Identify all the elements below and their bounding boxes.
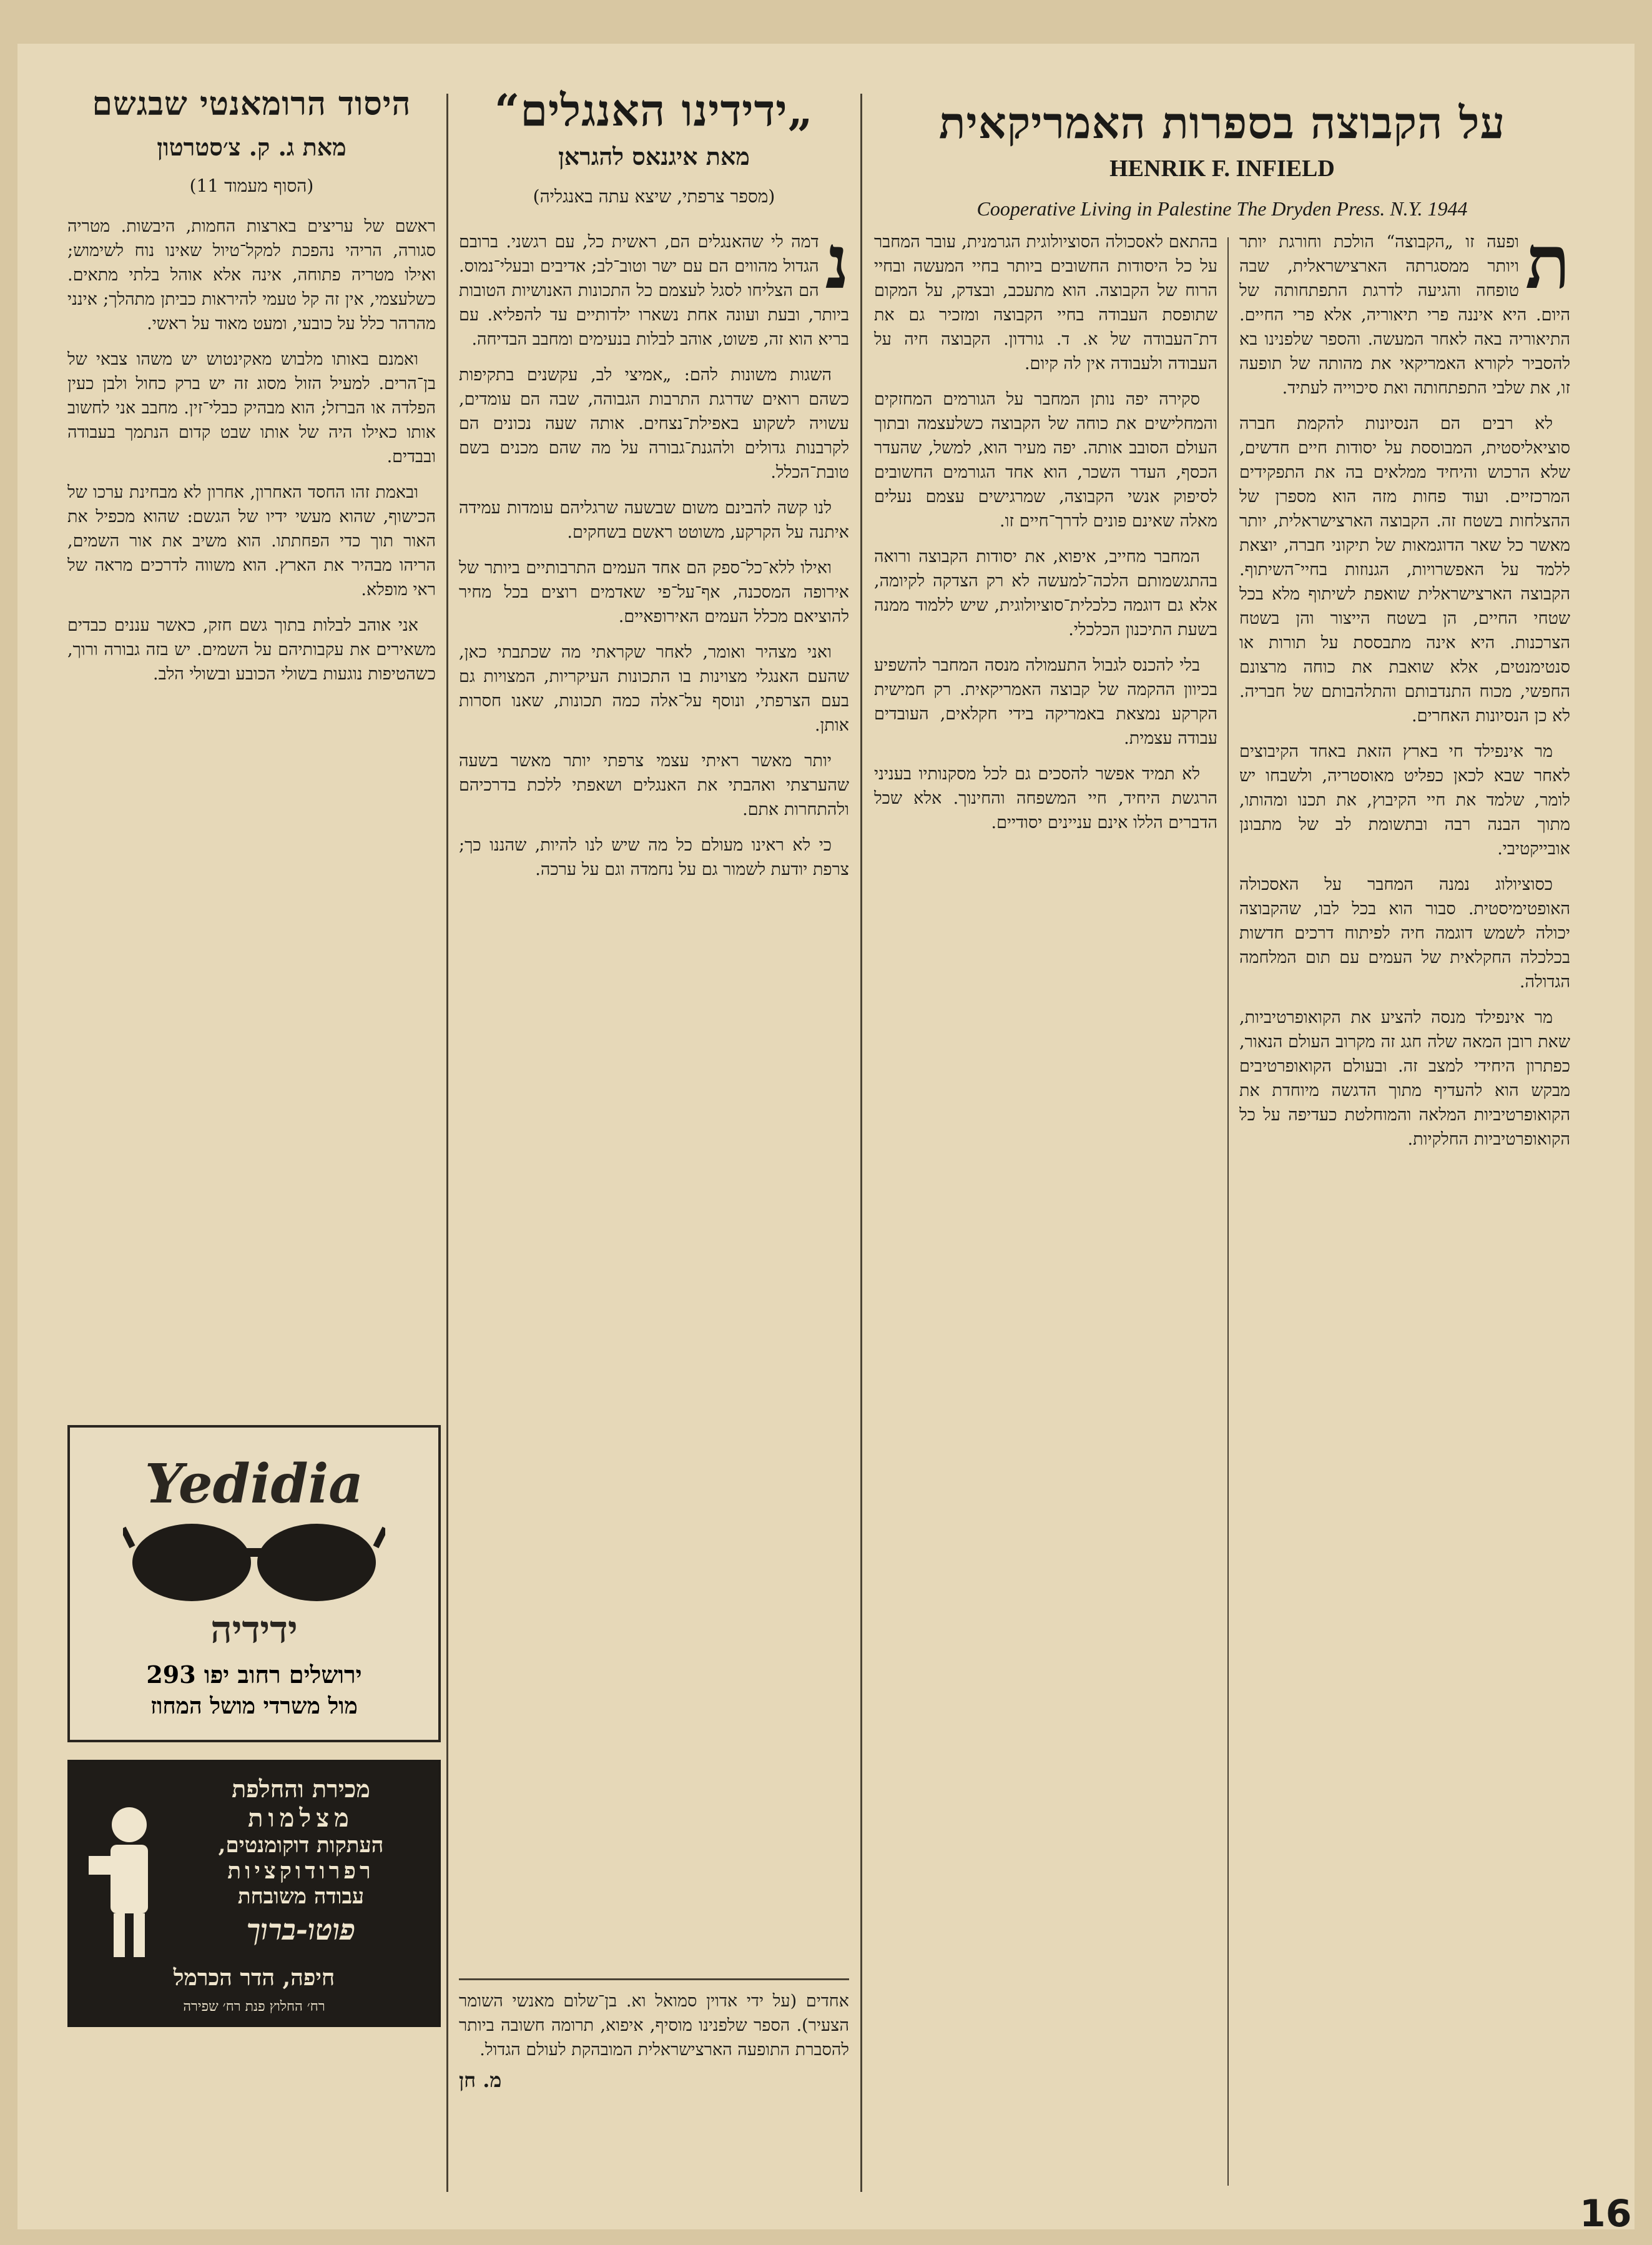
- article-middle-footnote: אחדים (על ידי אדוין סמואל וא. בן־שלום מאנשי השומר הצעיר). הספר שלפנינו מוסיף, איפוא, תרומה חשובה ביותר להסברת התופעה הארצישראלית המובהקת לעולם הגדול.: [459, 1991, 849, 2060]
- paragraph: דמה לי שהאנגלים הם, ראשית כל, עם רגשני. ברובם הגדול מהווים הם עם ישר וטוב־לב; אדיבים ובעלי־נמוס. הם הצליחו לסגל לעצמם כל התכונות האנושיות הטובות ביותר, ובעת ועונה אחת נשארו ילדותיים עד להפליא. עם בריא הוא זה, פשוט, אוהב לבלות בנעימים ומחבב הבדיחה.: [459, 232, 849, 349]
- column-rule: [446, 94, 448, 2192]
- photo-ad-line3: העתקות דוקומנטים,: [218, 1833, 384, 1858]
- paragraph: ואמנם באותו מלבוש מאקינטוש יש משהו צבאי של בן־הרים. למעיל הזול מסוג זה יש ברק כחול ולבן כעין הפלדה או הברזל; הוא מבהיק כבלי־זין. מחבב אני לחשוב אותו כאילו היה של אותו שבט קדום הנתמך בעבודה ובבדים.: [67, 349, 436, 466]
- column-rule: [1227, 237, 1229, 2186]
- article-middle-body: [459, 230, 849, 1966]
- article-right-title: על הקבוצה בספרות האמריקאית: [938, 100, 1506, 149]
- paragraph: כסוציולוג נמנה המחבר על האסכולה האופטימיסטית. סבור הוא בכל לבו, שהקבוצה יכולה לשמש דוגמה חיה לפיתוח דרכים חדשות בכלכלה החקלאית של העמים עם תום המלחמה הגדולה.: [1239, 875, 1570, 992]
- paragraph: ראשם של עריצים בארצות החמות, היבשות. מטריה סגורה, הריהי נהפכת למקל־טיול שאינו נוח לשימוש; ואילו מטריה פתוחה, אינה אלא אוהל בלתי מתאים. כשלעצמי, אין זה קל טעמי להיראות כביתן מתהלך; אינני מהרהר כלל על כובעי, ומעט מאוד על ראשי.: [67, 216, 436, 333]
- article-left: [67, 87, 436, 1411]
- photo-shop-advertisement: [67, 1760, 441, 2027]
- article-middle-author: מאת איגנאס להגראן: [558, 142, 750, 170]
- yedidia-hebrew-logo: ידידיה: [210, 1608, 298, 1652]
- paragraph: המחבר מחייב, איפוא, את יסודות הקבוצה ורואה בהתגשמותם הלכה־למעשה לא רק הצדקה לקיומה, אלא גם דוגמה כלכלית־סוציולוגית, שיש ללמוד ממנה בשעת התיכנון הכלכלי.: [874, 547, 1217, 639]
- article-middle-note: (מספר צרפתי, שיצא עתה באנגליה): [533, 185, 775, 207]
- yedidia-address: ירושלים רחוב יפו 293: [146, 1660, 362, 1689]
- paragraph: לא רבים הם הנסיונות להקמת חברה סוציאליסטית, המבוססת על יסודות חיים חדשים, שלא הרכוש והיחיד ממלאים בה את התפקידים המרכזיים. ועוד פחות מזה הוא מספרן של ההצלחות בשטח זה. הקבוצה הארצישראלית, יותר מאשר כל שאר הדוגמאות של תיקוני חברה, יוצאת ללמד על האפשרויות, הגנוזות בחיי־השיתוף. הקבוצה הארצישראלית שואפת לשיתוף מלא בכל שטחי החיים, הן בשטח הייצור והן בשטח הצרכנות. היא אינה מתבססת על תורות או סנטימנטים, אלא שואבת את כוחה מרצונם החפשי, מכוח התנדבותם והתלהבותם של חבריה. לא כן הנסיונות האחרים.: [1239, 414, 1570, 726]
- paragraph: סקירה יפה נותן המחבר על הגורמים המחזקים והמחלישים את כוחה של הקבוצה כשלעצמה ובתוך העולם הסובב אותה. יפה מעיר הוא, למשל, שהעדר הכסף, העדר השכר, הוא אחד הגורמים החשובים לסיפוק אנשי הקבוצה, שמרגישים עצמם נעלים מאלה שאינם פונים לדרך־חיים זו.: [874, 390, 1217, 531]
- article-right-source: Cooperative Living in Palestine The Dryden Press. N.Y. 1944: [976, 197, 1468, 220]
- article-middle-title: „ידידינו האנגלים“: [494, 87, 814, 136]
- article-left-body: [67, 214, 436, 1345]
- paragraph: בלי להכנס לגבול התעמולה מנסה המחבר להשפיע בכיוון ההקמה של קבוצה האמריקאית. רק חמישית הקרקע נמצאת באמריקה בידי חקלאים, העובדים עבודה עצמית.: [874, 656, 1217, 748]
- paragraph: ואני מצהיר ואומר, לאחר שקראתי מה שכתבתי כאן, שהעם האנגלי מצוינות בו התכונות העיקריות, המצויות גם בעם הצרפתי, ונוסף על־אלה כמה תכונות, שאנו חסרות אותן.: [459, 642, 849, 735]
- paragraph: מר אינפילד חי בארץ הזאת באחד הקיבוצים לאחר שבא לכאן כפליט מאוסטריה, ולשבחו יש לומר, שלמד את חיי הקיבוץ, את תכנו ומהותו, מתוך הבנה רבה ובתשומת לב של מתבונן אובייקטיבי.: [1239, 742, 1570, 859]
- paragraph: לא תמיד אפשר להסכים גם לכל מסקנותיו בעניני הרגשת היחיד, חיי המשפחה והחינוך. אלא שכל הדברים הללו אינם עניינים יסודיים.: [874, 764, 1217, 832]
- yedidia-logo: Yedidia: [145, 1453, 363, 1516]
- paragraph: ובאמת זהו החסד האחרון, אחרון לא מבחינת ערכו של הכישוף, שהוא מעשי ידיו של הגשם: שהוא מכפיל את האור תוך כדי הפחתתו. הוא משיב את אור השמים, הריהו מבהיר את הארץ. הוא משווה לדרכים מראה של ראי מופלא.: [67, 482, 436, 599]
- dropcap: ת: [1525, 230, 1570, 305]
- article-right-author: HENRIK F. INFIELD: [1109, 155, 1335, 182]
- paragraph: אני אוהב לבלות בתוך גשם חזק, כאשר עננים כבדים משאירים את עקבותיהם על השמים. יש בזה גבורה ורוך, כשהטיפות נוגעות בשולי הכובע ובשולי הלב.: [67, 615, 436, 684]
- dropcap: נ: [825, 229, 849, 305]
- paragraph: לנו קשה להבינם משום שבשעה שרגליהם עומדות עמידה איתנה על הקרקע, משוטט ראשם בשחקים.: [459, 498, 849, 542]
- article-left-title: היסוד הרומאנטי שבגשם: [92, 87, 411, 123]
- paragraph: מר אינפילד מנסה להציע את הקואופרטיביות, שאת רובן המאה שלה חגג זה מקרוב העולם הנאור, כפתרון היחידי למצב זה. ובעולם הקואופרטיבים מבקש הוא להעדיף מתוך הדגשה מיוחדת את הקואופרטיביות המלאה והמוחלטת כעדיפה על כל הקואופרטיביות החלקיות.: [1239, 1008, 1570, 1149]
- yedidia-location: מול משרדי מושל המחוז: [150, 1693, 358, 1719]
- paragraph: השגות משונות להם: „אמיצי לב, עקשנים בתקיפות כשהם רואים שדרגת התרבות הגבוהה, שבה הם עומדים, עשויה לשקוע באפילת־נצחים. אותה שעה נכונים הם לקרבנות גדולים ולהגנת־גבורה על מה שהם מכנים בשם טובת־הכלל.: [459, 365, 849, 482]
- article-left-author: מאת ג. ק. צ׳סטרטון: [157, 132, 347, 161]
- photo-ad-line5: עבודה משובחת: [237, 1884, 365, 1909]
- photo-ad-line1: מכירת והחלפת: [232, 1775, 370, 1803]
- photo-ad-line4: רפרודוקציות: [227, 1858, 375, 1884]
- eyeglasses-icon: [123, 1516, 385, 1609]
- page-number: 16: [1580, 2192, 1632, 2236]
- paragraph: יותר מאשר ראיתי עצמי צרפתי יותר מאשר בשעה שהערצתי ואהבתי את האנגלים ושאפתי ללכת בדרכיהם ולהתחרות אתם.: [459, 751, 849, 819]
- paragraph: כי לא ראינו מעולם כל מה שיש לנו להיות, שהננו כך; צרפת יודעת לשמור גם על נחמדה וגם על ערכה.: [459, 835, 849, 879]
- camera-icon: [82, 1800, 176, 1962]
- paragraph: ואילו ללא־כל־ספק הם אחד העמים התרבותיים ביותר של אירופה המסכנה, אף־על־פי שאדמים רוצים בכל מחיר להוציאם מכלל העמים האירופאיים.: [459, 558, 849, 626]
- paragraph: ופעה זו „הקבוצה“ הולכת וחורגת יותר ויותר ממסגרתה הארצישראלית, שבה טופחה והגיעה לדרגת התפתחותה של היום. היא איננה פרי תיאוריה, אלא פרי החיים. התיאוריה באה לאחר המעשה. והספר שלפנינו בא להסביר לקורא האמריקאי את מהותה של תופעה זו, את שלבי התפתחותה ואת סיכוייה לעתיד.: [1239, 232, 1570, 398]
- article-right-column-2: [874, 230, 1217, 2191]
- photo-ad-brand: פוטו-ברוך: [246, 1913, 356, 1946]
- photo-ad-city: חיפה, הדר הכרמל: [173, 1965, 335, 1991]
- article-right-column-1: [1239, 230, 1570, 2191]
- photo-ad-line2: מצלמות: [248, 1803, 354, 1833]
- article-left-note: (הסוף מעמוד 11): [189, 175, 314, 196]
- article-middle: [459, 87, 849, 2211]
- column-rule: [860, 94, 862, 2192]
- footnote-rule: [459, 1978, 849, 2092]
- photo-ad-address: רח׳ החלוץ פנת רח׳ שפירה: [183, 1999, 325, 2015]
- article-middle-signature: מ. חן: [459, 2068, 502, 2092]
- yedidia-advertisement: [67, 1425, 441, 1742]
- paragraph: בהתאם לאסכולה הסוציולוגית הגרמנית, עובר המחבר על כל היסודות החשובים ביותר בחיי המעשה ובחיי הרוח של הקבוצה. הוא מתעכב, ובצדק, על המקום שתופסת העבודה בחיי הקבוצה ומזכיר גם את דת־העבודה של א. ד. גורדון. הקבוצה חיה על העבודה ולעבודה אין לה קיום.: [874, 232, 1217, 373]
